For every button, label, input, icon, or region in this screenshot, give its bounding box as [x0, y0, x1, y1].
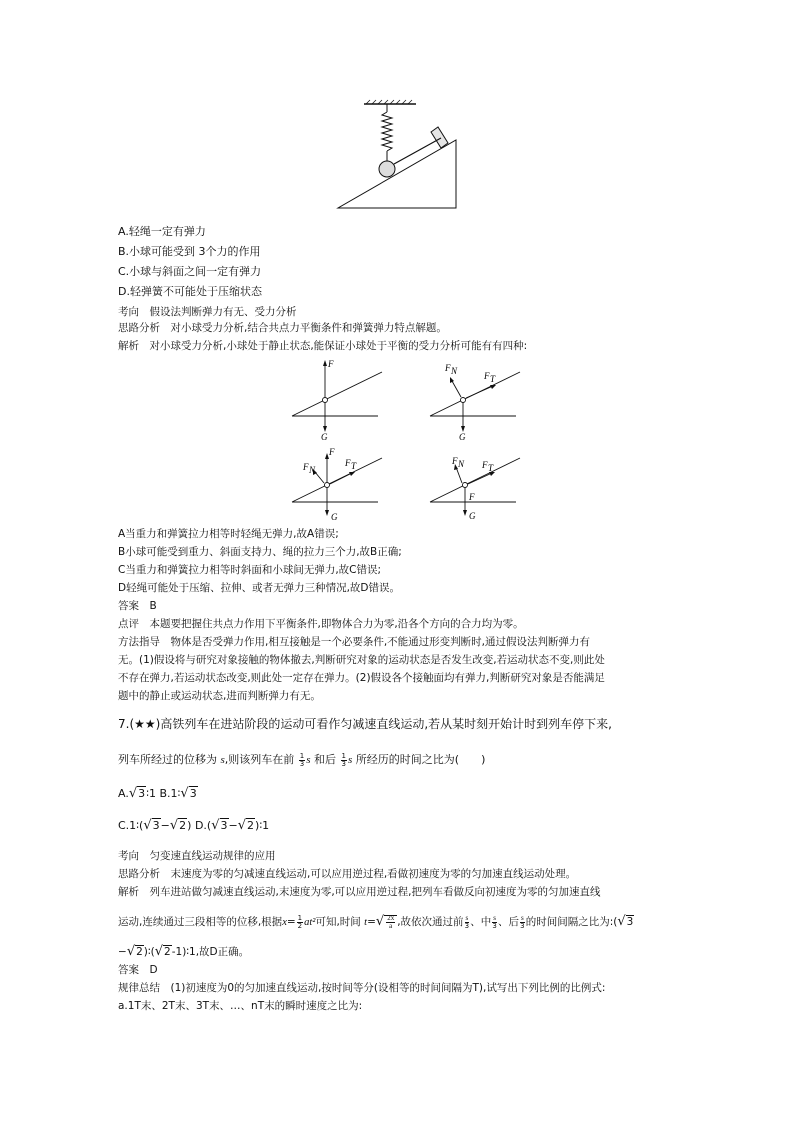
svg-text:G: G	[331, 512, 338, 522]
svg-text:G: G	[469, 511, 476, 521]
method-line-2: 无。(1)假设将与研究对象接触的物体撤去,判断研究对象的运动状态是否发生改变,若运动状态不变,则此处	[118, 654, 605, 666]
svg-text:F: F	[469, 492, 475, 502]
force-diagram-1	[290, 355, 390, 440]
jiexi-2-line-3: −√2)∶(√2-1)∶1,故D正确。	[118, 944, 250, 959]
spring-ball-incline-figure	[330, 98, 465, 213]
svg-text:G: G	[321, 432, 328, 440]
summary-line-1: 规律总结 (1)初速度为0的匀加速直线运动,按时间等分(设相等的时间间隔为T),试写出下列比例的比例式:	[118, 982, 606, 994]
option-c: C.小球与斜面之间一定有弹力	[118, 265, 262, 278]
svg-text:F: F	[452, 456, 458, 466]
silu-2: 思路分析 末速度为零的匀减速直线运动,可以应用逆过程,看做初速度为零的匀加速直线运动处理。	[118, 868, 577, 880]
method-line-4: 题中的静止或运动状态,进而判断弹力有无。	[118, 690, 321, 702]
q7-line-1: 7.(★★)高铁列车在进站阶段的运动可看作匀减速直线运动,若从某时刻开始计时到列车停下来,	[118, 717, 612, 731]
explain-d: D轻绳可能处于压缩、拉伸、或者无弹力三种情况,故D错误。	[118, 582, 401, 594]
q7-options-ab: A.√3∶1 B.1∶√3	[118, 786, 197, 801]
svg-text:T: T	[351, 461, 357, 471]
jiexi-2: 解析 列车进站做匀减速直线运动,末速度为零,可以应用逆过程,把列车看做反向初速度为零的匀加速直线	[118, 886, 601, 898]
svg-text:N: N	[451, 366, 458, 376]
force-diagram-4	[428, 440, 528, 522]
svg-text:G: G	[459, 432, 466, 440]
option-a: A.轻绳一定有弹力	[118, 225, 206, 238]
answer-1: 答案 B	[118, 600, 157, 612]
comment-1: 点评 本题要把握住共点力作用下平衡条件,即物体合力为零,沿各个方向的合力均为零。	[118, 618, 524, 630]
option-b: B.小球可能受到 3个力的作用	[118, 245, 261, 258]
q7-line-2: 列车所经过的位移为 s,则该列车在前 $\frac{1}{3}$ s 和后 $\frac{1}{3}$ s 所经历的时间之比为( )	[118, 751, 486, 768]
explain-b: B小球可能受到重力、斜面支持力、绳的拉力三个力,故B正确;	[118, 546, 402, 558]
svg-text:F: F	[328, 359, 334, 369]
svg-text:T: T	[490, 374, 496, 384]
svg-text:F: F	[303, 462, 309, 472]
method-line-1: 方法指导 物体是否受弹力作用,相互接触是一个必要条件,不能通过形变判断时,通过假设法判断弹力有	[118, 636, 591, 648]
force-diagram-3	[290, 440, 390, 522]
method-line-3: 不存在弹力,若运动状态改变,则此处一定存在弹力。(2)假设各个接触面均有弹力,判断研究对象是否能满足	[118, 672, 605, 684]
force-diagram-2	[428, 355, 528, 440]
answer-2: 答案 D	[118, 964, 158, 976]
svg-text:F: F	[345, 458, 351, 468]
svg-text:F: F	[482, 460, 488, 470]
kaoxiang-1: 考向 假设法判断弹力有无、受力分析	[118, 306, 297, 318]
jiexi-2-line-2: 运动,连续通过三段相等的位移,根据x= $\frac{1}{2}$ at²可知,时间 t=√ $\frac{2x}{a}$ ,故依次通过前 $\frac{s}{3}$ 、中 $\frac{s}{3}$ 、后 $\frac{s}{3}$ 的时间间隔之比为:(√3	[118, 913, 634, 930]
summary-line-2: a.1T末、2T末、3T末、…、nT末的瞬时速度之比为:	[118, 1000, 363, 1012]
kaoxiang-2: 考向 匀变速直线运动规律的应用	[118, 850, 276, 862]
q7-options-cd: C.1∶(√3−√2) D.(√3−√2)∶1	[118, 818, 270, 833]
svg-text:F: F	[445, 363, 451, 373]
explain-c: C当重力和弹簧拉力相等时斜面和小球间无弹力,故C错误;	[118, 564, 382, 576]
option-d: D.轻弹簧不可能处于压缩状态	[118, 285, 262, 298]
svg-text:T: T	[488, 463, 494, 473]
svg-text:N: N	[458, 459, 465, 469]
svg-text:F: F	[484, 371, 490, 381]
jiexi-1: 解析 对小球受力分析,小球处于静止状态,能保证小球处于平衡的受力分析可能有有四种:	[118, 340, 528, 352]
svg-text:N: N	[309, 465, 316, 475]
svg-text:F: F	[329, 447, 335, 457]
explain-a: A当重力和弹簧拉力相等时轻绳无弹力,故A错误;	[118, 528, 339, 540]
silu-1: 思路分析 对小球受力分析,结合共点力平衡条件和弹簧弹力特点解题。	[118, 322, 447, 334]
